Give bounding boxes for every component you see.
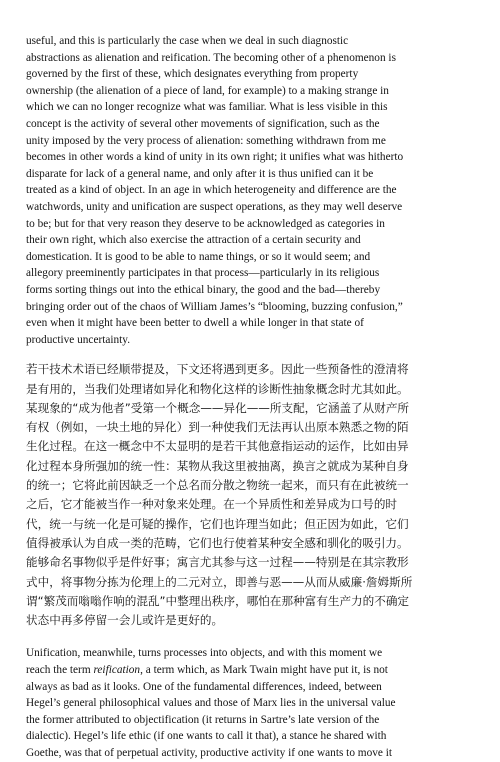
paragraph-english-2-part-a: Unification, meanwhile, turns processes into objects, and with this moment we reach the term <box>26 647 383 677</box>
paragraph-english-2-part-b: , a term which, as Mark Twain might have put it, is not always as bad as it looks. One of the fundamental differences, indeed, between Hegel’s general philosophical values and those of Marx lies in the universal value the former attributed to objectification (it returns in Sartre’s late version of the dialectic). Hegel’s life ethic (if one wants to call it that), a stance he shared with Goethe, was that of perpetual activity, productive activity if one wants to move it <box>26 664 396 759</box>
document-page <box>26 33 478 762</box>
paragraph-english-1: useful, and this is particularly the case when we deal in such diagnostic abstractions as alienation and reification. The becoming other of a phenomenon is governed by the first of these, which designates everything from property ownership (the alienation of a piece of land, for example) to a making strange in which we can no longer recognize what was familiar. What is less visible in this concept is the activity of several other movements of signification, such as the unity imposed by the very process of alienation: something withdrawn from me becomes in other words a kind of unity in its own right; it unifies what was hitherto disparate for lack of a general name, and only after it is thus unified can it be treated as a kind of object. In an age in which heterogeneity and difference are the watchwords, unity and unification are suspect operations, as they may well deserve to be; but for that very reason they deserve to be acknowledged as categories in their own right, which also exercise the attraction of a certain security and domestication. It is good to be able to name things, or so it would seem; and allegory preeminently participates in that process—particularly in its religious forms sorting things out into the ethical binary, the good and the bad—thereby bringing order out of the chaos of William James’s “blooming, buzzing confusion,” even when it might have been better to dwell a while longer in that state of productive uncertainty. <box>26 35 404 346</box>
paragraph-chinese-1: 若干技术术语已经顺带提及，下文还将遇到更多。因此一些预备性的澄清将 是有用的，当我们处理诸如异化和物化这样的诊断性抽象概念时尤其如此。 某现象的“成为他者”受第一个概念——异化——所支配，它涵盖了从财产所 有权（例如，一块土地的异化）到一种使我们无法再认出原本熟悉之物的陌 生化过程。在这一概念中不太显明的是若干其他意指运动的运作，比如由异 化过程本身所强加的统一性：某物从我这里被抽离，换言之就成为某种自身 的统一；它将此前因缺乏一个总名而分散之物统一起来，而只有在此被统一 之后，它才能被当作一种对象来处理。在一个异质性和差异成为口号的时 代，统一与统一化是可疑的操作，它们也许理当如此；但正因为如此，它们 值得被承认为自成一类的范畴，它们也行使着某种安全感和驯化的吸引力。 能够命名事物似乎是件好事；寓言尤其参与这一过程——特别是在其宗教形 式中，将事物分拣为伦理上的二元对立，即善与恶——从而从威廉·詹姆斯所 谓“繁茂而嗡嗡作响的混乱”中整理出秩序，哪怕在那种富有生产力的不确定 状态中再多停留一会儿或许是更好的。 <box>26 362 413 628</box>
paragraph-english-2 <box>26 645 478 761</box>
term-reification: reification <box>93 664 141 677</box>
